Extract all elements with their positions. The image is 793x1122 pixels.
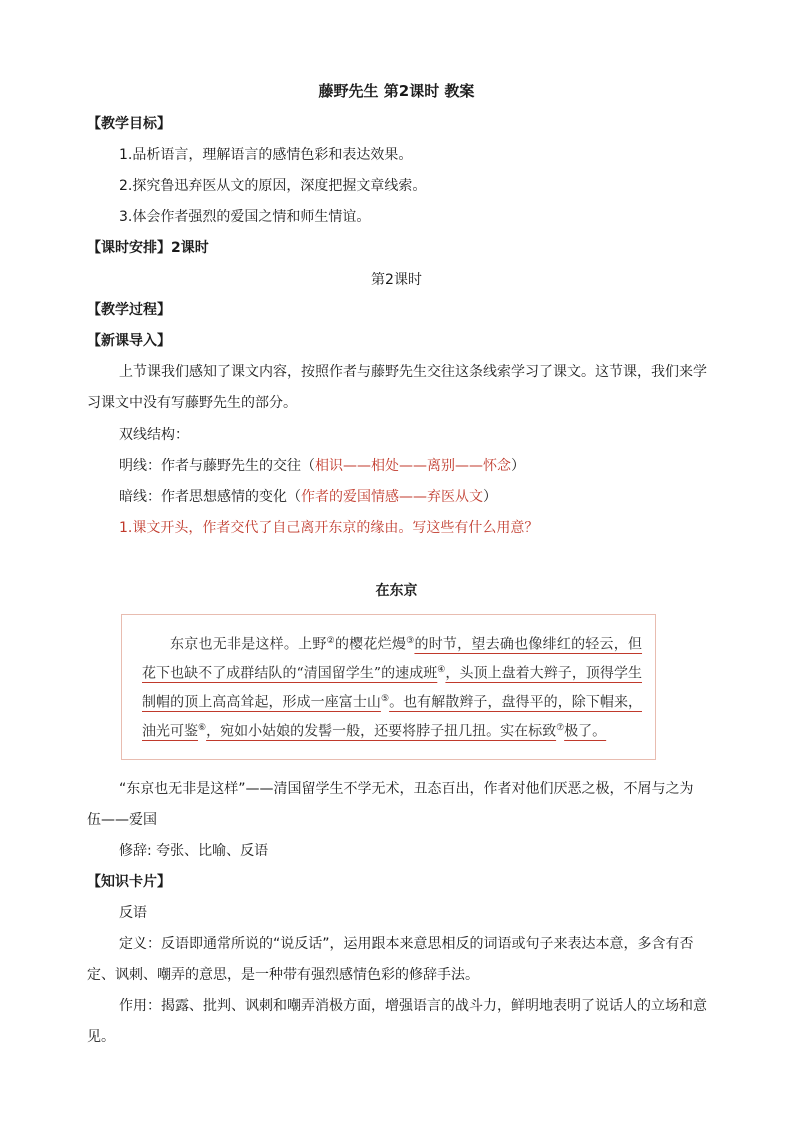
- clear-line-suffix: ）: [511, 458, 525, 474]
- session-label: 第2课时: [371, 272, 422, 288]
- rhetoric-note: 修辞: 夸张、比喻、反语: [119, 843, 269, 859]
- objective-3: 3.体会作者强烈的爱国之情和师生情谊。: [119, 209, 371, 225]
- analysis-paragraph: “东京也无非是这样”——清国留学生不学无术，丑态百出，作者对他们厌恶之极，不屑与之为伍——爱国: [87, 781, 694, 828]
- clear-line: [119, 456, 709, 476]
- excerpt-part-6: ，宛如小姑娘的发髻一般，还要将脖子扭几扭。实在标致: [206, 724, 557, 741]
- footnote-mark-5: ⑤: [380, 694, 390, 705]
- intro-paragraph: 上节课我们感知了课文内容，按照作者与藤野先生交往这条线索学习了课文。这节课，我们来学习课文中没有写藤野先生的部分。: [87, 364, 707, 411]
- footnote-mark-2: ②: [326, 636, 335, 646]
- objective-1: 1.品析语言，理解语言的感情色彩和表达效果。: [119, 147, 413, 163]
- excerpt-title: 在东京: [375, 583, 418, 599]
- footnote-mark-3: ③: [406, 636, 415, 646]
- clear-line-stages: 相识——相处——离别——怀念: [315, 458, 511, 474]
- definition-paragraph: 定义：反语即通常所说的“说反话”，运用跟本来意思相反的词语或句子来表达本意，多含有否定、讽刺、嘲弄的意思，是一种带有强烈感情色彩的修辞手法。: [87, 936, 694, 983]
- footnote-mark-7: ⑦: [556, 723, 565, 734]
- card-term: 反语: [119, 905, 147, 921]
- knowledge-card-heading: 【知识卡片】: [87, 874, 171, 890]
- objective-2: 2.探究鲁迅弃医从文的原因，深度把握文章线索。: [119, 178, 427, 194]
- hidden-line: [119, 487, 709, 507]
- hidden-line-suffix: ）: [483, 489, 497, 505]
- footnote-mark-4: ④: [437, 665, 446, 676]
- structure-label: 双线结构：: [119, 427, 189, 443]
- hidden-line-prefix: 暗线：作者思想感情的变化（: [119, 489, 301, 505]
- excerpt-part-5: 。也有解散辫子，盘得平的，除下帽来，油光可鉴: [142, 694, 642, 741]
- question-1: 1.课文开头，作者交代了自己离开东京的缘由。写这些有什么用意？: [119, 520, 539, 536]
- excerpt-text: [142, 629, 642, 746]
- excerpt-part-1: 东京也无非是这样。上野: [170, 636, 327, 653]
- excerpt-part-7: 极了。: [564, 724, 607, 741]
- process-heading: 【教学过程】: [87, 302, 171, 318]
- objectives-heading: 【教学目标】: [87, 116, 171, 132]
- schedule-heading: 【课时安排】2课时: [87, 240, 209, 256]
- excerpt-box: [121, 614, 656, 760]
- excerpt-part-4: ，头顶上盘着大辫子，顶得学生制帽的顶上高高耸起，形成一座富士山: [142, 665, 642, 711]
- footnote-mark-6: ⑥: [198, 723, 207, 734]
- excerpt-part-3: 的时节，望去确也像绯红的轻云，但花下也缺不了成群结队的“清国留学生”的速成班: [142, 636, 643, 682]
- document-title: 藤野先生 第2课时 教案: [318, 82, 475, 100]
- hidden-line-stages: 作者的爱国情感——弃医从文: [301, 489, 483, 505]
- intro-heading: 【新课导入】: [87, 333, 171, 349]
- excerpt-part-2: 的樱花烂熳: [334, 636, 407, 653]
- clear-line-prefix: 明线：作者与藤野先生的交往（: [119, 458, 315, 474]
- effect-paragraph: 作用：揭露、批判、讽刺和嘲弄消极方面，增强语言的战斗力，鲜明地表明了说话人的立场和意见。: [87, 998, 707, 1045]
